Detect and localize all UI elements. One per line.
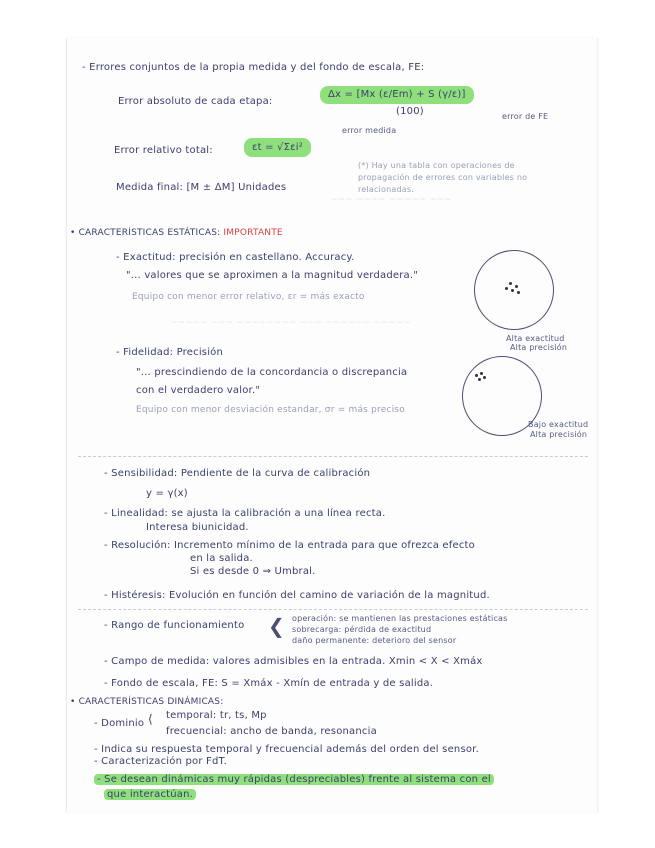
target1-caption-1: Alta exactitud bbox=[506, 334, 565, 343]
fidelidad-equipo: Equipo con menor desviación estandar, σr = más preciso bbox=[136, 405, 405, 415]
hit-dot bbox=[478, 378, 481, 381]
caracterizacion: - Caracterización por FdT. bbox=[94, 756, 228, 767]
linealidad-2: Interesa biunicidad. bbox=[146, 522, 249, 533]
dominio-frecuencial: frecuencial: ancho de banda, resonancia bbox=[166, 726, 377, 737]
rango-label: - Rango de funcionamiento bbox=[104, 620, 245, 631]
hit-dot bbox=[483, 376, 486, 379]
car-est-title-text: • CARACTERÍSTICAS ESTÁTICAS: bbox=[70, 228, 221, 238]
sensibilidad: - Sensibilidad: Pendiente de la curva de calibración bbox=[104, 468, 371, 479]
hit-dot bbox=[480, 372, 483, 375]
car-din-title: • CARACTERÍSTICAS DINÁMICAS: bbox=[70, 697, 224, 707]
section-divider bbox=[78, 456, 588, 457]
abs-divisor: (100) bbox=[396, 106, 424, 117]
fidelidad-quote-1: "... prescindiendo de la concordancia o discrepancia bbox=[136, 367, 408, 378]
dominio-temporal: temporal: tr, ts, Mp bbox=[166, 710, 267, 721]
brace-icon: ❮ bbox=[268, 614, 285, 638]
bleed-through: ~~~ ~~~~ ~~~~~ ~~~ bbox=[330, 195, 452, 205]
exactitud: - Exactitud: precisión en castellano. Accuracy. bbox=[116, 252, 355, 263]
dominio: - Dominio bbox=[94, 718, 145, 729]
errores-title: - Errores conjuntos de la propia medida y del fondo de escala, FE: bbox=[82, 62, 425, 73]
resolucion: - Resolución: Incremento mínimo de la entrada para que ofrezca efecto bbox=[104, 540, 475, 551]
rango-operacion: operación: se mantienen las prestaciones estáticas bbox=[292, 614, 508, 623]
important-tag: IMPORTANTE bbox=[223, 228, 283, 238]
abs-note-fe: error de FE bbox=[502, 112, 549, 121]
linealidad: - Linealidad: se ajusta la calibración a una línea recta. bbox=[104, 508, 386, 519]
propagation-note: (*) Hay una tabla con operaciones de propagación de errores con variables no relacionadas. bbox=[358, 161, 528, 194]
fidelidad: - Fidelidad: Precisión bbox=[116, 347, 224, 358]
hit-dot bbox=[475, 374, 478, 377]
target2-caption-1: Bajo exactitud bbox=[528, 420, 589, 429]
target1-caption-2: Alta precisión bbox=[510, 343, 568, 352]
rango-sobrecarga: sobrecarga: pérdida de exactitud bbox=[292, 625, 432, 634]
section-divider bbox=[78, 609, 588, 610]
rel-formula: εt = √Σεi² bbox=[244, 138, 311, 157]
se-desean-2 bbox=[104, 789, 196, 800]
split-arrow-icon: ⟨ bbox=[148, 712, 153, 726]
hit-dot bbox=[509, 282, 512, 285]
resolucion-3: Si es desde 0 ⇒ Umbral. bbox=[190, 566, 316, 577]
rango-dano: daño permanente: deterioro del sensor bbox=[292, 636, 457, 645]
target2-caption-2: Alta precisión bbox=[530, 430, 588, 439]
hit-dot bbox=[515, 285, 518, 288]
fidelidad-quote-2: con el verdadero valor." bbox=[136, 385, 261, 396]
rel-label: Error relativo total: bbox=[114, 145, 213, 156]
abs-note-medida: error medida bbox=[342, 126, 397, 135]
se-desean-2-text: que interactúan. bbox=[104, 789, 196, 800]
fondo-escala: - Fondo de escala, FE: S = Xmáx - Xmín de entrada y de salida. bbox=[104, 678, 434, 689]
abs-formula: Δx = [Mx (ε/Em) + S (γ/ε)] bbox=[320, 86, 474, 104]
campo-medida: - Campo de medida: valores admisibles en la entrada. Xmin < X < Xmáx bbox=[104, 656, 483, 667]
histeresis: - Histéresis: Evolución en función del camino de variación de la magnitud. bbox=[104, 590, 490, 601]
hit-dot bbox=[511, 289, 514, 292]
target-high-accuracy bbox=[474, 250, 554, 330]
car-est-title bbox=[70, 228, 283, 238]
exactitud-quote: "... valores que se aproximen a la magnitud verdadera." bbox=[126, 270, 419, 281]
hit-dot bbox=[517, 291, 520, 294]
indica: - Indica su respuesta temporal y frecuencial además del orden del sensor. bbox=[94, 744, 479, 755]
exactitud-equipo: Equipo con menor error relativo, εr = más exacto bbox=[132, 292, 365, 302]
hit-dot bbox=[505, 287, 508, 290]
rel-formula-box bbox=[244, 138, 311, 157]
abs-label: Error absoluto de cada etapa: bbox=[118, 96, 273, 107]
final-label: Medida final: [M ± ΔM] Unidades bbox=[116, 182, 287, 193]
resolucion-2: en la salida. bbox=[190, 553, 253, 564]
se-desean-1-text: - Se desean dinámicas muy rápidas (despreciables) frente al sistema con el bbox=[94, 774, 494, 785]
se-desean-1 bbox=[94, 774, 494, 785]
bleed-through: ~~~~~ ~~~ ~~~~~~~~ ~~~ ~~~~~~ ~~~~~ bbox=[170, 318, 411, 328]
sensibilidad-eq: y = γ(x) bbox=[146, 488, 188, 499]
